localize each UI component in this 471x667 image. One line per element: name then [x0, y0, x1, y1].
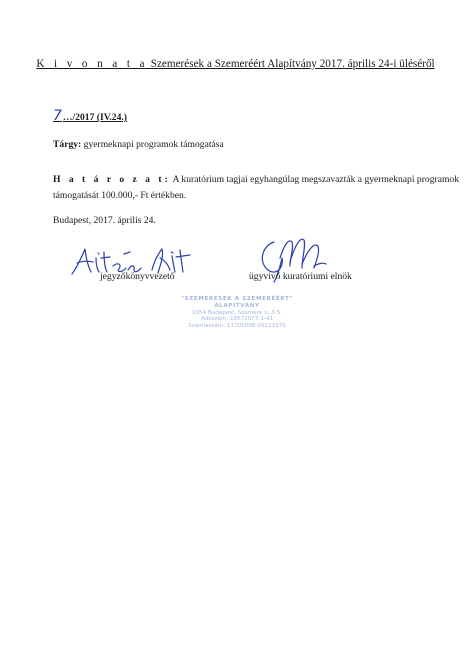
decision-first-line — [53, 172, 459, 188]
title-spaced-word: K i v o n a t a — [36, 58, 148, 70]
foundation-stamp — [162, 296, 312, 330]
chairman-label: ügyvivő kuratóriumi elnök — [249, 271, 352, 282]
decision-line-1: A kuratórium tagjai egyhangúlag megszavazták a gyermeknapi programok — [170, 174, 460, 185]
document-title — [0, 58, 471, 70]
subject-label: Tárgy: — [53, 139, 82, 150]
subject-text: gyermeknapi programok támogatása — [81, 139, 224, 150]
document-number — [53, 108, 127, 124]
decision-paragraph — [53, 172, 459, 204]
stamp-line-2: ALAPÍTVÁNY — [214, 302, 260, 309]
stamp-line-4: Adószám: 18672077-1-41 — [200, 316, 274, 323]
decision-label: H a t á r o z a t: — [53, 174, 171, 185]
stamp-line-5: Számlaszám: 11705008-20221970 — [188, 323, 286, 330]
document-number-handwritten: 7 — [53, 108, 62, 124]
title-rest: Szemerések a Szemeréért Alapítvány 2017. április 24-i üléséről — [147, 58, 435, 70]
place-and-date: Budapest, 2017. április 24. — [53, 215, 156, 226]
stamp-line-3: 1054 Budapest, Szemere u. 3-5. — [191, 309, 283, 316]
decision-line-2: támogatását 100.000,- Ft értékben. — [53, 190, 187, 201]
stamp-line-1: "SZEMERÉSEK A SZEMERÉÉRT" — [181, 296, 293, 302]
subject-line — [53, 139, 224, 150]
document-number-suffix: …/2017 (IV.24.) — [62, 112, 127, 123]
recorder-label: jegyzőkönyvvezető — [100, 271, 175, 282]
